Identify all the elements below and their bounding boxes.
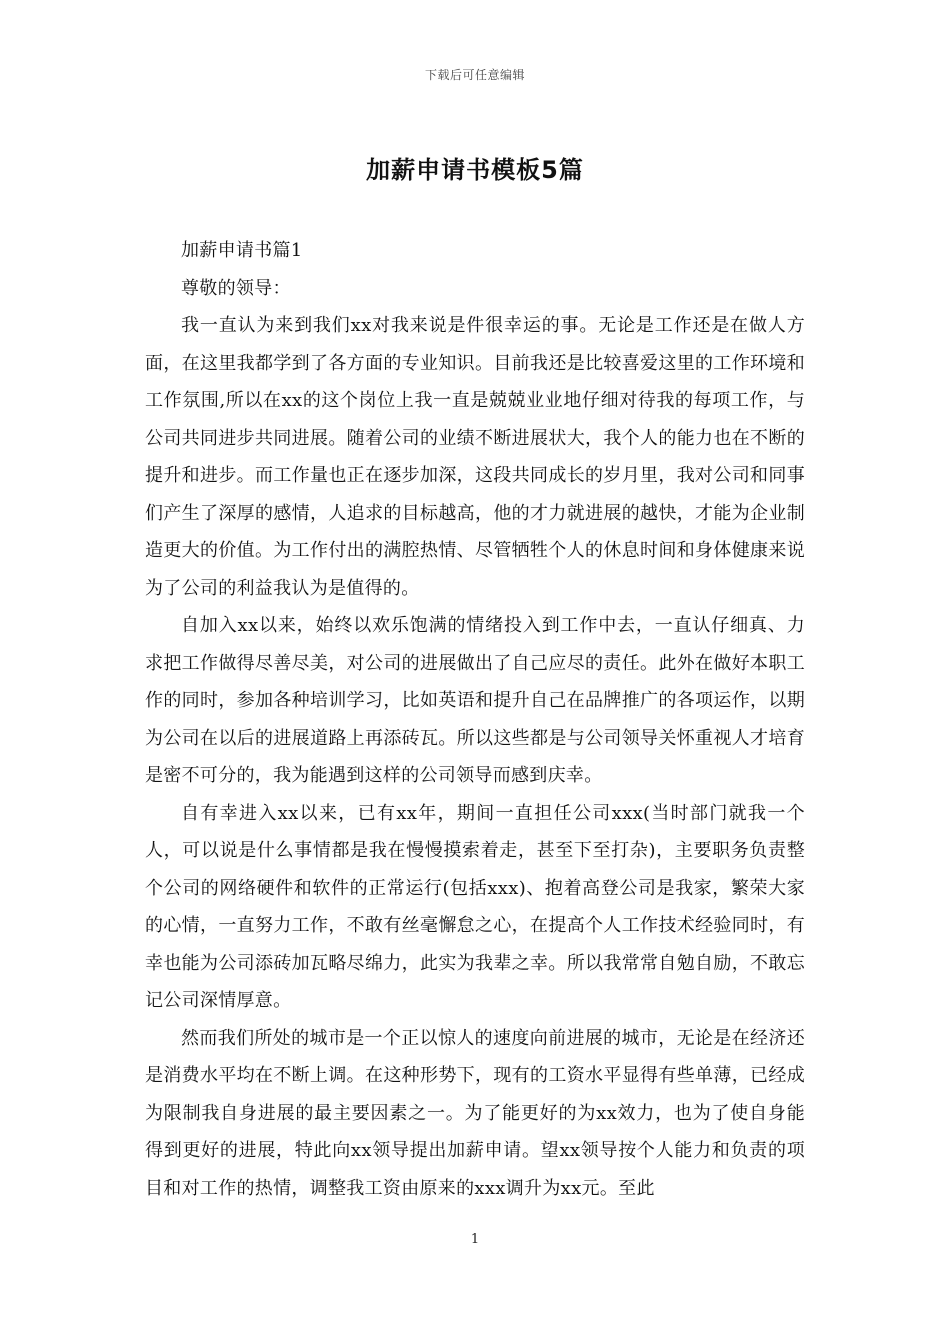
- body-paragraph-2: 自加入xx以来，始终以欢乐饱满的情绪投入到工作中去，一直认仔细真、力求把工作做得尽善尽美，对公司的进展做出了自己应尽的责任。此外在做好本职工作的同时，参加各种培训学习，比如英语和提升自己在品牌推广的各项运作，以期为公司在以后的进展道路上再添砖瓦。所以这些都是与公司领导关怀重视人才培育是密不可分的，我为能遇到这样的公司领导而感到庆幸。: [145, 615, 805, 786]
- page-number: 1: [470, 1232, 480, 1247]
- body-paragraph-4: 然而我们所处的城市是一个正以惊人的速度向前进展的城市，无论是在经济还是消费水平均在不断上调。在这种形势下，现有的工资水平显得有些单薄，已经成为限制我自身进展的最主要因素之一。为了能更好的为xx效力，也为了使自身能得到更好的进展，特此向xx领导提出加薪申请。望xx领导按个人能力和负责的项目和对工作的热情，调整我工资由原来的xxx调升为xx元。至此: [145, 1027, 805, 1199]
- salutation: 尊敬的领导：: [181, 277, 291, 299]
- page-title: 加薪申请书模板5篇: [366, 156, 584, 184]
- body-paragraph-3: 自有幸进入xx以来，已有xx年，期间一直担任公司xxx(当时部门就我一个人，可以说是什么事情都是我在慢慢摸索着走，甚至下至打杂)，主要职务负责整个公司的网络硬件和软件的正常运行(包括xxx)、抱着高登公司是我家，繁荣大家的心情，一直努力工作，不敢有丝毫懈怠之心，在提高个人工作技术经验同时，有幸也能为公司添砖加瓦略尽绵力，此实为我辈之幸。所以我常常自勉自励，不敢忘记公司深情厚意。: [145, 802, 805, 1011]
- section-heading: 加薪申请书篇1: [181, 240, 303, 261]
- document-body: [145, 232, 805, 1207]
- body-paragraph-1: 我一直认为来到我们xx对我来说是件很幸运的事。无论是工作还是在做人方面，在这里我都学到了各方面的专业知识。目前我还是比较喜爱这里的工作环境和工作氛围,所以在xx的这个岗位上我一直是兢兢业业地仔细对待我的每项工作，与公司共同进步共同进展。随着公司的业绩不断进展状大，我个人的能力也在不断的提升和进步。而工作量也正在逐步加深，这段共同成长的岁月里，我对公司和同事们产生了深厚的感情，人追求的目标越高，他的才力就进展的越快，才能为企业制造更大的价值。为工作付出的满腔热情、尽管牺牲个人的休息时间和身体健康来说为了公司的利益我认为是值得的。: [145, 315, 805, 599]
- header-note: 下载后可任意编辑: [424, 68, 525, 82]
